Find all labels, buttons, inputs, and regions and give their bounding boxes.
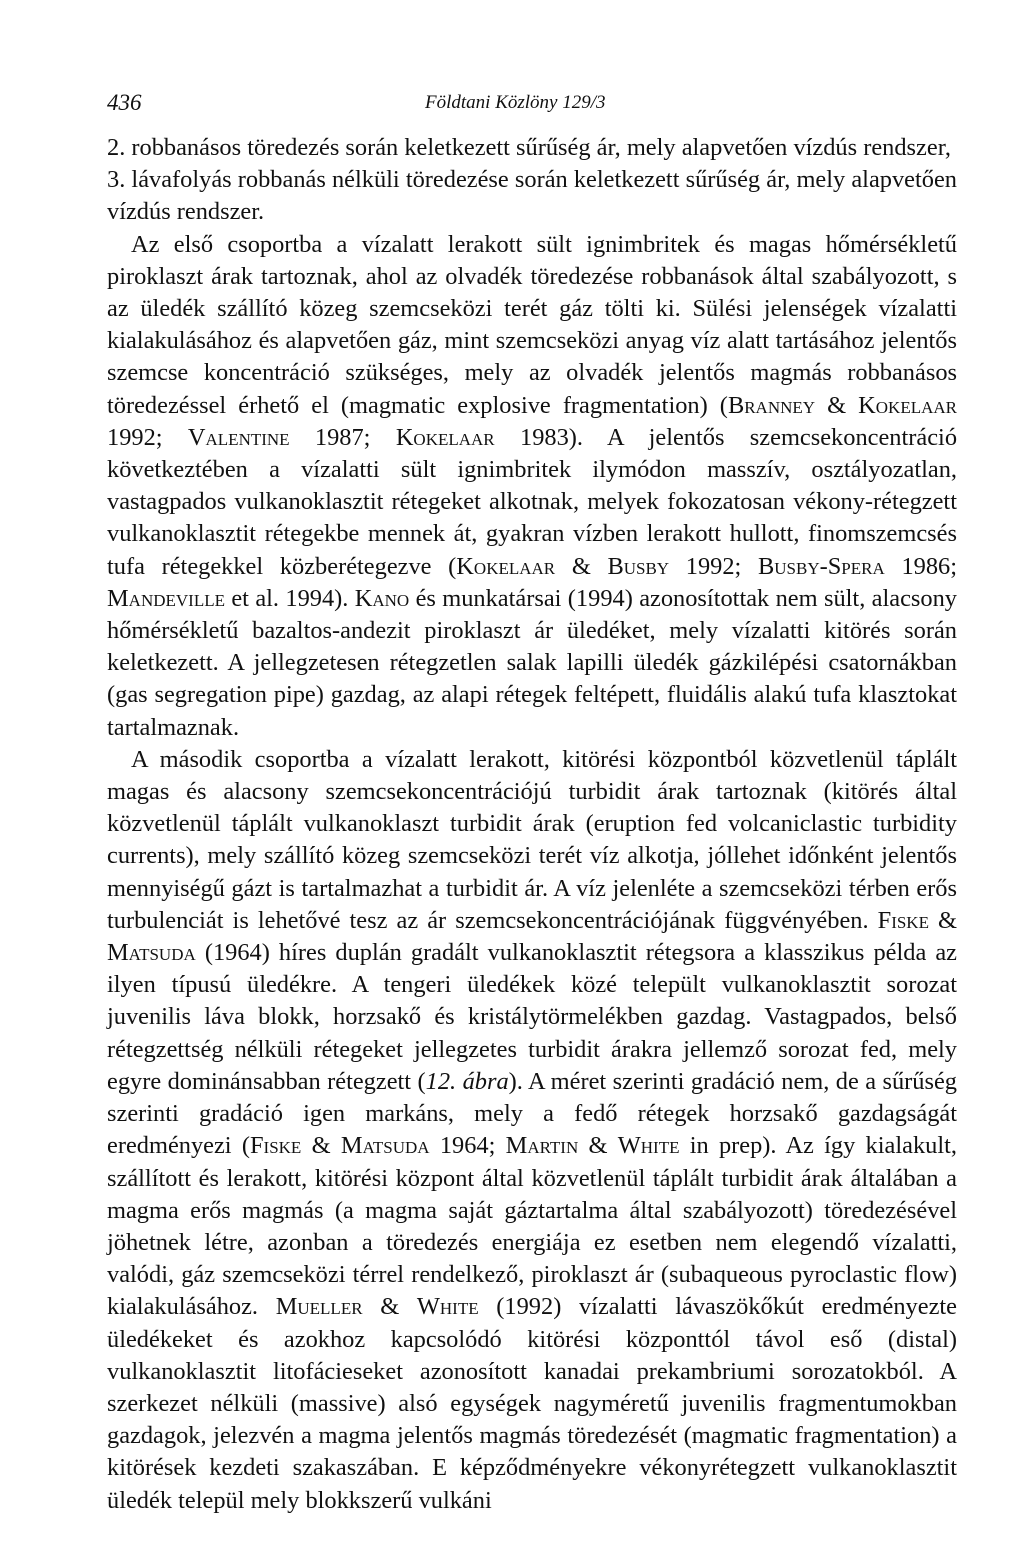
p2-amp2: & <box>301 1132 341 1160</box>
p2-text-e: in prep). Az így kialakult, szállított és lerakott, kitörési központ által közvetlenül táplált turbidit árak általában a magma erős magmás (a magma saját gáztartalma által szabályozott) töredezésével jöhetnek létre, azonban a töredezés energiája ez esetben nem elegendő vízalatti, valódi, gáz szemcseközi térrel rendelkező, piroklaszt ár (subaqueous pyroclastic flow) kialakulásához. <box>107 1132 957 1321</box>
paragraph-second-group <box>107 744 957 1517</box>
page-header <box>107 90 957 120</box>
p2-amp3: & <box>578 1132 618 1160</box>
author-white: White <box>617 1132 680 1160</box>
author-busby-spera: Busby-Spera <box>758 552 885 580</box>
list-item-3: 3. lávafolyás robbanás nélküli töredezése során keletkezett sűrűség ár, mely alapvetően vízdús rendszer. <box>107 166 957 226</box>
paragraph-first-group <box>107 229 957 744</box>
p2-amp1: & <box>928 906 957 934</box>
author-branney: Branney <box>727 391 816 419</box>
author-kokelaar: Kokelaar <box>456 552 556 580</box>
p1-amp1: & <box>815 391 859 419</box>
p1-text-b: 1992; <box>107 423 188 451</box>
body-text <box>107 132 957 1517</box>
p2-text-b: (1964) híres duplán gradált vulkanoklasztit rétegsora a klasszikus példa az ilyen típusú üledékre. A tengeri üledékek közé települt vulkanoklasztit sorozat juvenilis láva blokk, horzsakő és kristálytörmelékben gazdag. Vastagpados, belső rétegzettség nélküli rétegeket jellegzetes turbidit árakra jellemző sorozat fed, mely egyre dominánsabban rétegzett ( <box>107 939 957 1095</box>
page-number: 436 <box>107 90 142 115</box>
p1-text-d: 1983). A jelentős szemcsekoncentráció következtében a vízalatti sült ignimbritek ilymódon masszív, osztályozatlan, vastagpados vulkanoklasztit rétegeket alkotnak, melyek fokozatosan vékony-rétegzett vulkanoklasztit rétegekbe mennek át, gyakran vízben lerakott hullott, finomszemcsés tufa rétegekkel közberétegezve ( <box>107 423 958 580</box>
author-kano: Kano <box>354 584 410 612</box>
p1-text-h: és munkatársai (1994) azonosítottak nem sült, alacsony hőmérsékletű bazaltos-andezit piroklaszt ár üledéket, mely vízalatti kitörés során keletkezett. A jellegzetesen rétegzetlen salak lapilli üledék gázkilépési csatornákban (gas segregation pipe) gazdag, az alapi rétegek feltépett, fluidális alakú tufa klasztokat tartalmaznak. <box>107 584 957 741</box>
author-busby: Busby <box>607 552 670 580</box>
p1-text-e: 1992; <box>669 552 758 580</box>
p1-amp2: & <box>555 552 608 580</box>
p1-text-f: 1986; <box>884 552 957 580</box>
author-white: White <box>416 1293 479 1321</box>
author-matsuda: Matsuda <box>340 1132 430 1160</box>
p2-text-c: ). A méret szerinti gradáció nem, de a sűrűség szerinti gradáció igen markáns, mely a fedő rétegek horzsakő gazdagságát eredményezi ( <box>107 1067 958 1160</box>
author-kokelaar: Kokelaar <box>395 423 495 451</box>
author-mandeville: Mandeville <box>107 584 225 612</box>
author-kokelaar: Kokelaar <box>858 391 957 419</box>
author-martin: Martin <box>505 1132 579 1160</box>
p2-text-a: A második csoportba a vízalatt lerakott, kitörési központból közvetlenül táplált magas és alacsony szemcsekoncentrációjú turbidit árak tartoznak (kitörés által közvetlenül táplált vulkanoklaszt turbidit árak (eruption fed volcaniclastic turbidity currents), mely szállító közeg szemcseközi terét víz alkotja, jóllehet időnként jelentős mennyiségű gázt is tartalmazhat a turbidit ár. A víz jelenléte a szemcseközi térben erős turbulenciát is lehetővé tesz az ár szemcsekoncentrációjának függvényében. <box>107 745 957 934</box>
journal-title: Földtani Közlöny 129/3 <box>425 92 606 113</box>
p2-amp4: & <box>362 1293 417 1321</box>
p2-text-d: 1964; <box>429 1132 506 1160</box>
author-fiske: Fiske <box>877 906 929 934</box>
author-fiske: Fiske <box>249 1132 302 1160</box>
author-valentine: Valentine <box>187 423 290 451</box>
p1-text-c: 1987; <box>289 423 396 451</box>
author-matsuda: Matsuda <box>107 939 196 967</box>
figure-reference[interactable]: 12. ábra <box>425 1067 509 1095</box>
p2-text-f: (1992) vízalatti lávaszökőkút eredményezte üledékeket és azokhoz kapcsolódó kitörési központtól távol eső (distal) vulkanoklasztit litofácieseket azonosított kanadai prekambriumi sorozatokból. A szerkezet nélküli (massive) alsó egységek nagyméretű juvenilis fragmentumokban gazdagok, jelezvén a magma jelentős magmás töredezését (magmatic fragmentation) a kitörések kezdeti szakaszában. E képződményekre vékonyrétegzett vulkanoklasztit üledék települ mely blokkszerű vulkáni <box>107 1293 957 1514</box>
p1-text-g: et al. 1994). <box>225 584 355 612</box>
p1-text-a: Az első csoportba a vízalatt lerakott sült ignimbritek és magas hőmérsékletű piroklaszt árak tartoznak, ahol az olvadék töredezése robbanások által szabályozott, s az üledék szállító közeg szemcseközi terét gáz tölti ki. Sülési jelenségek vízalatti kialakulásához és alapvetően gáz, mint szemcseközi anyag víz alatt tartásához jelentős szemcse koncentráció szükséges, mely az olvadék jelentős magmás robbanásos töredezéssel érhető el (magmatic explosive fragmentation) ( <box>107 230 957 419</box>
author-mueller: Mueller <box>275 1293 363 1321</box>
list-item-2: 2. robbanásos töredezés során keletkezett sűrűség ár, mely alapvetően vízdús rendszer, <box>107 134 951 161</box>
